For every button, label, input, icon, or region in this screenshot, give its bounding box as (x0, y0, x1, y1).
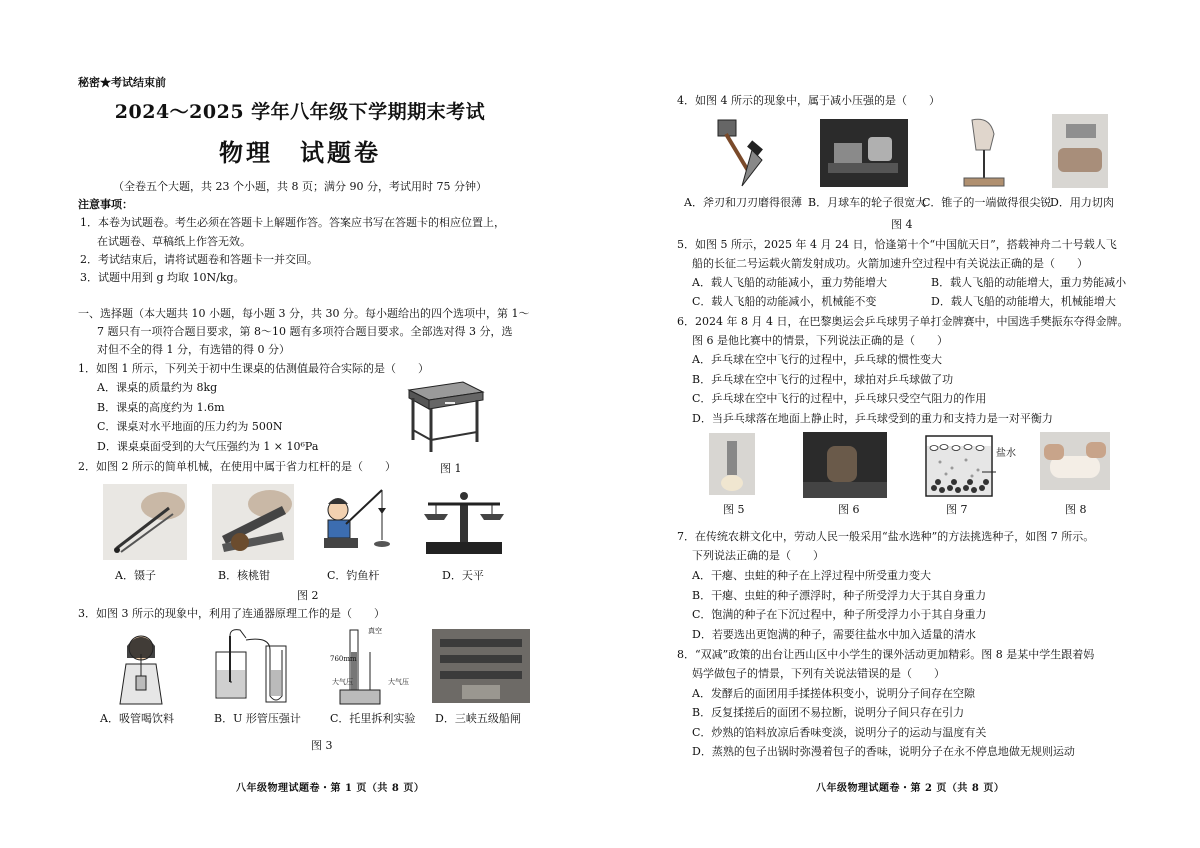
notes-heading: 注意事项： (78, 198, 133, 211)
figure-2-caption: 图 2 (297, 589, 319, 602)
figure-8-caption: 图 8 (1065, 503, 1087, 516)
q5-line-2: 船的长征二号运载火箭发射成功。火箭加速升空过程中有关说法正确的是（ ） (692, 257, 1088, 270)
q8-option-b: B．反复揉搓后的面团不易拉断，说明分子间只存在引力 (692, 706, 965, 719)
q8-option-a: A．发酵后的面团用手揉搓体积变小，说明分子间存在空隙 (692, 687, 975, 700)
q6-line-2: 图 6 是他比赛中的情景，下列说法正确的是（ ） (692, 334, 948, 347)
page-1-footer: 八年级物理试题卷・第 1 页（共 8 页） (236, 783, 425, 794)
q3-option-a: A．吸管喝饮料 (100, 712, 174, 725)
section-1-line-3: 对但不全的得 1 分，有选错的得 0 分） (97, 343, 290, 356)
table-tennis-photo (803, 432, 887, 498)
exam-title: 2024～2025 学年八年级下学期期末考试 (114, 101, 486, 123)
atm-pressure-label-1: 大气压 (332, 678, 353, 686)
torricelli-figure (330, 624, 416, 708)
q5-line-1: 5．如图 5 所示，2025 年 4 月 24 日，恰逢第十个“中国航天日”，搭载神舟二十号载人飞 (677, 238, 1117, 251)
awl-figure (960, 116, 1008, 190)
exam-page-2 (600, 0, 1200, 848)
q4-option-d: D．用力切肉 (1050, 196, 1114, 209)
note-1: 1．本卷为试题卷。考生必须在答题卡上解题作答。答案应书写在答题卡的相应位置上， (80, 216, 505, 229)
q7-line-2: 下列说法正确的是（ ） (692, 549, 824, 562)
nutcracker-figure (212, 484, 294, 560)
q2-option-c: C．钓鱼杆 (327, 569, 380, 582)
q4-option-b: B．月球车的轮子很宽大 (808, 196, 927, 209)
q6-option-c: C．乒乓球在空中飞行的过程中，乒乓球只受空气阻力的作用 (692, 392, 987, 405)
q1-option-b: B．课桌的高度约为 1.6m (97, 401, 225, 414)
balance-figure (418, 484, 510, 560)
q5-option-d: D．载人飞船的动能增大，机械能增大 (931, 295, 1116, 308)
lunar-rover-photo (820, 119, 908, 187)
secret-label: 秘密★考试结束前 (78, 76, 166, 89)
ship-lock-photo (432, 629, 530, 703)
q5-option-a: A．载人飞船的动能减小，重力势能增大 (692, 276, 887, 289)
q7-line-1: 7．在传统农耕文化中，劳动人民一般采用“盐水选种”的方法挑选种子，如图 7 所示。 (677, 530, 1095, 543)
note-2: 2．考试结束后，请将试题卷和答题卡一并交回。 (80, 253, 318, 266)
q3-option-d: D．三峡五级船闸 (435, 712, 521, 725)
atm-pressure-label-2: 大气压 (388, 678, 409, 686)
q6-option-a: A．乒乓球在空中飞行的过程中，乒乓球的惯性变大 (692, 353, 942, 366)
q3-stem: 3．如图 3 所示的现象中，利用了连通器原理工作的是（ ） (78, 607, 385, 620)
q5-option-b: B．载人飞船的动能增大，重力势能减小 (931, 276, 1127, 289)
tweezers-figure (103, 484, 187, 560)
fishing-rod-figure (316, 484, 396, 560)
u-tube-figure (210, 626, 292, 706)
q4-stem: 4．如图 4 所示的现象中，属于减小压强的是（ ） (677, 94, 940, 107)
q1-option-a: A．课桌的质量约为 8kg (97, 381, 218, 394)
axe-knife-figure (712, 116, 772, 190)
q3-option-c: C．托里拆利实验 (330, 712, 416, 725)
note-3: 3．试题中用到 g 均取 10N/kg。 (80, 271, 245, 284)
q2-option-d: D．天平 (442, 569, 484, 582)
q2-option-a: A．镊子 (115, 569, 156, 582)
figure-5-caption: 图 5 (723, 503, 745, 516)
q6-option-b: B．乒乓球在空中飞行的过程中，球拍对乒乓球做了功 (692, 373, 954, 386)
q7-option-c: C．饱满的种子在下沉过程中，种子所受浮力小于其自身重力 (692, 608, 987, 621)
rocket-launch-photo (709, 433, 755, 495)
salt-water-beaker-figure (922, 432, 1018, 498)
q7-option-a: A．干瘪、虫蛀的种子在上浮过程中所受重力变大 (692, 569, 931, 582)
q8-line-1: 8．“双减”政策的出台让西山区中小学生的课外活动更加精彩。图 8 是某中学生跟着妈 (677, 648, 1095, 661)
q6-line-1: 6．2024 年 8 月 4 日，在巴黎奥运会乒乓球男子单打金牌赛中，中国选手樊振东夺得金牌。 (677, 315, 1129, 328)
desk-figure (405, 378, 485, 456)
figure-6-caption: 图 6 (838, 503, 860, 516)
exam-info: （全卷五个大题，共 23 个小题，共 8 页；满分 90 分，考试用时 75 分钟） (113, 180, 487, 193)
q8-option-c: C．炒熟的馅料放凉后香味变淡，说明分子的运动与温度有关 (692, 726, 987, 739)
note-1-cont: 在试题卷、草稿纸上作答无效。 (97, 235, 251, 248)
q4-option-a: A．斧刃和刀刃磨得很薄 (684, 196, 802, 209)
salt-water-label: 盐水 (996, 448, 1016, 459)
figure-4-caption: 图 4 (891, 218, 913, 231)
figure-7-caption: 图 7 (946, 503, 968, 516)
q1-stem: 1．如图 1 所示，下列关于初中生课桌的估测值最符合实际的是（ ） (78, 362, 429, 375)
q3-option-b: B．U 形管压强计 (214, 712, 301, 725)
q7-option-d: D．若要选出更饱满的种子，需要往盐水中加入适量的清水 (692, 628, 976, 641)
page-2-footer: 八年级物理试题卷・第 2 页（共 8 页） (816, 783, 1005, 794)
q4-option-c: C．锥子的一端做得很尖锐 (922, 196, 1052, 209)
q7-option-b: B．干瘪、虫蛀的种子漂浮时，种子所受浮力大于其自身重力 (692, 589, 987, 602)
figure-3-caption: 图 3 (311, 739, 333, 752)
making-buns-photo (1040, 432, 1110, 490)
q2-option-b: B．核桃钳 (218, 569, 271, 582)
cutting-meat-photo (1052, 114, 1108, 188)
section-1-line-1: 一、选择题（本大题共 10 小题，每小题 3 分，共 30 分。每小题给出的四个选项中，第 1～ (78, 307, 530, 320)
height-label: 760mm (330, 655, 357, 663)
section-1-line-2: 7 题只有一项符合题目要求，第 8～10 题有多项符合题目要求。全部选对得 3 分，选 (97, 325, 513, 338)
q6-option-d: D．当乒乓球落在地面上静止时，乒乓球受到的重力和支持力是一对平衡力 (692, 412, 1053, 425)
q5-option-c: C．载人飞船的动能减小，机械能不变 (692, 295, 877, 308)
vacuum-label: 真空 (368, 627, 382, 635)
subject-title: 物理 试题卷 (219, 138, 381, 167)
q1-option-c: C．课桌对水平地面的压力约为 500N (97, 420, 283, 433)
q1-option-d: D．课桌桌面受到的大气压强约为 1 × 10⁶Pa (97, 440, 319, 453)
girl-drinking-figure (112, 628, 170, 706)
q8-line-2: 妈学做包子的情景，下列有关说法错误的是（ ） (692, 667, 945, 680)
figure-1-caption: 图 1 (440, 462, 462, 475)
q8-option-d: D．蒸熟的包子出锅时弥漫着包子的香味，说明分子在永不停息地做无规则运动 (692, 745, 1075, 758)
q2-stem: 2．如图 2 所示的简单机械，在使用中属于省力杠杆的是（ ） (78, 460, 396, 473)
